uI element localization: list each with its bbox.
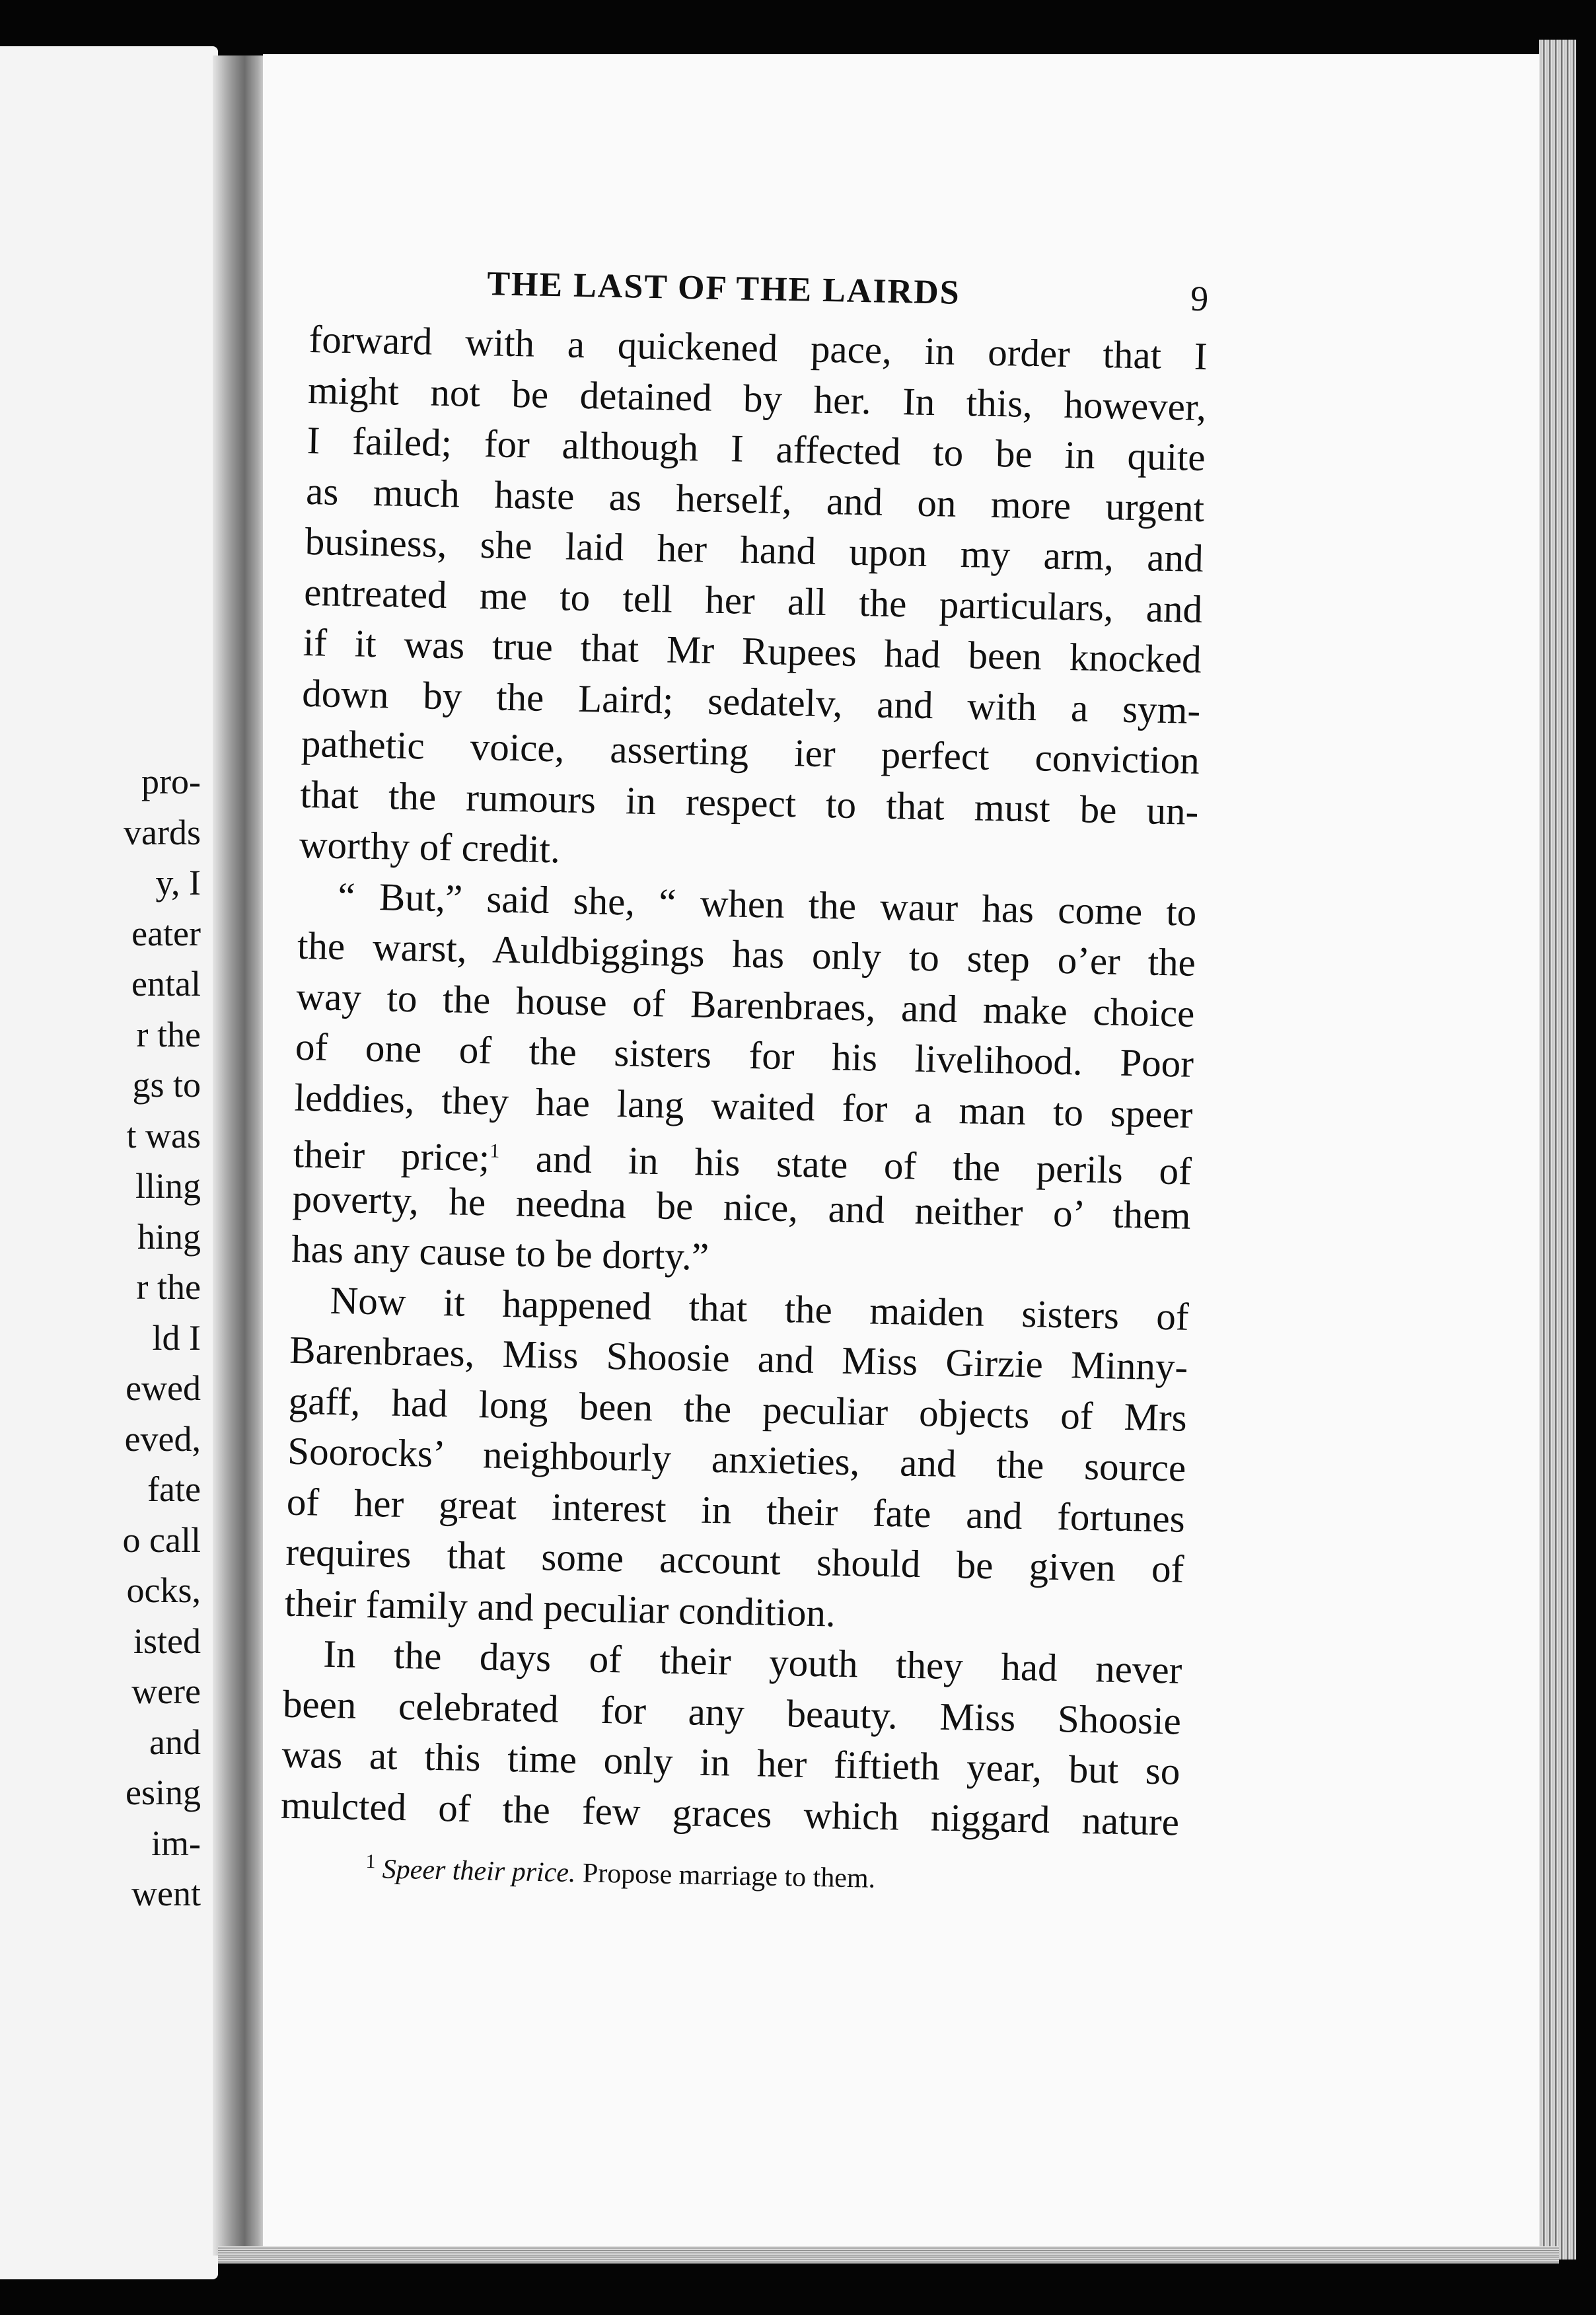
text-line: as much haste as herself, and on more urgent: [305, 468, 1205, 530]
text-line: Barenbraes, Miss Shoosie and Miss Girzie Minny-: [289, 1327, 1188, 1389]
footnote-text: Propose marriage to them.: [582, 1858, 876, 1894]
text-line: worthy of credit.: [299, 822, 561, 871]
left-fragment: o call: [122, 1520, 201, 1560]
text-line: their family and peculiar condition.: [284, 1580, 836, 1635]
body-text: [280, 314, 1208, 1847]
text-line: mulcted of the few graces which niggard nature: [280, 1782, 1180, 1844]
left-fragment: eater: [131, 913, 201, 953]
text-line: poverty, he needna be nice, and neither o’ them: [292, 1176, 1192, 1237]
left-fragment: ental: [131, 964, 201, 1004]
left-fragment: isted: [133, 1621, 201, 1661]
left-fragment: pro-: [141, 762, 201, 801]
text-line: business, she laid her hand upon my arm, and: [305, 519, 1204, 581]
left-fragment: y, I: [155, 863, 201, 902]
text-line: In the days of their youth they had never: [322, 1631, 1182, 1692]
text-line: pathetic voice, asserting ier perfect conviction: [301, 721, 1200, 782]
left-fragment: t was: [126, 1115, 201, 1156]
text-line: forward with a quickened pace, in order that I: [308, 316, 1208, 379]
left-page-text-fragments: [123, 756, 201, 1919]
text-segment: and in his state of the perils of: [499, 1136, 1192, 1193]
footnote-reference: 1: [490, 1140, 500, 1162]
left-fragment: ld I: [152, 1317, 201, 1358]
text-line: might not be detained by her. In this, however,: [307, 367, 1207, 429]
text-line: has any cause to be dorty.”: [291, 1226, 709, 1278]
left-fragment: im-: [151, 1823, 201, 1863]
left-fragment: and: [149, 1722, 201, 1762]
running-title: THE LAST OF THE LAIRDS: [486, 265, 961, 312]
text-line: down by the Laird; sedatelv, and with a sym-: [301, 671, 1201, 732]
left-fragment: r the: [136, 1267, 201, 1307]
text-line: the warst, Auldbiggings has only to step o’er the: [297, 923, 1196, 984]
left-fragment: r the: [136, 1014, 201, 1054]
text-segment: their price;: [293, 1132, 490, 1180]
text-line: way to the house of Barenbraes, and make choice: [296, 974, 1196, 1035]
text-line: “ But,” said she, “ when the waur has come to: [337, 873, 1197, 934]
left-fragment: gs to: [132, 1065, 201, 1105]
left-fragment: hing: [137, 1216, 201, 1257]
text-line: if it was true that Mr Rupees had been knocked: [303, 620, 1202, 681]
text-line: was at this time only in her fiftieth year, but so: [281, 1732, 1180, 1793]
left-fragment: ewed: [126, 1368, 201, 1408]
text-line: that the rumours in respect to that must be un-: [299, 772, 1199, 833]
text-line: Soorocks’ neighbourly anxieties, and the source: [287, 1428, 1186, 1490]
left-page: [0, 46, 218, 2279]
left-fragment: were: [131, 1672, 201, 1711]
page-bottom-edge: [218, 2246, 1559, 2263]
left-fragment: esing: [126, 1773, 201, 1812]
text-line: of one of the sisters for his livelihood. Poor: [295, 1024, 1194, 1085]
text-line: gaff, had long been the peculiar objects of Mrs: [288, 1378, 1188, 1440]
footnote-term: Speer their price.: [382, 1854, 576, 1889]
book-gutter-shadow: [213, 55, 266, 2256]
left-fragment: vards: [124, 812, 201, 852]
left-fragment: went: [131, 1874, 201, 1913]
left-fragment: fate: [147, 1469, 201, 1509]
left-fragment: ocks,: [126, 1570, 201, 1610]
footnote-marker: 1: [365, 1851, 376, 1873]
text-line: Now it happened that the maiden sisters of: [330, 1278, 1190, 1339]
text-line: entreated me to tell her all the particulars, and: [303, 570, 1203, 631]
page-fore-edge: [1539, 40, 1576, 2260]
left-fragment: lling: [135, 1166, 201, 1206]
text-line: been celebrated for any beauty. Miss Shoosie: [282, 1681, 1182, 1743]
right-page-text-block: [279, 261, 1209, 1903]
text-line: requires that some account should be given of: [285, 1529, 1184, 1591]
text-line: I failed; for although I affected to be in quite: [307, 418, 1206, 480]
text-line: leddies, they hae lang waited for a man to speer: [294, 1075, 1194, 1136]
left-fragment: eved,: [124, 1418, 201, 1459]
page-number: 9: [1190, 278, 1209, 319]
text-line: of her great interest in their fate and fortunes: [286, 1479, 1186, 1541]
